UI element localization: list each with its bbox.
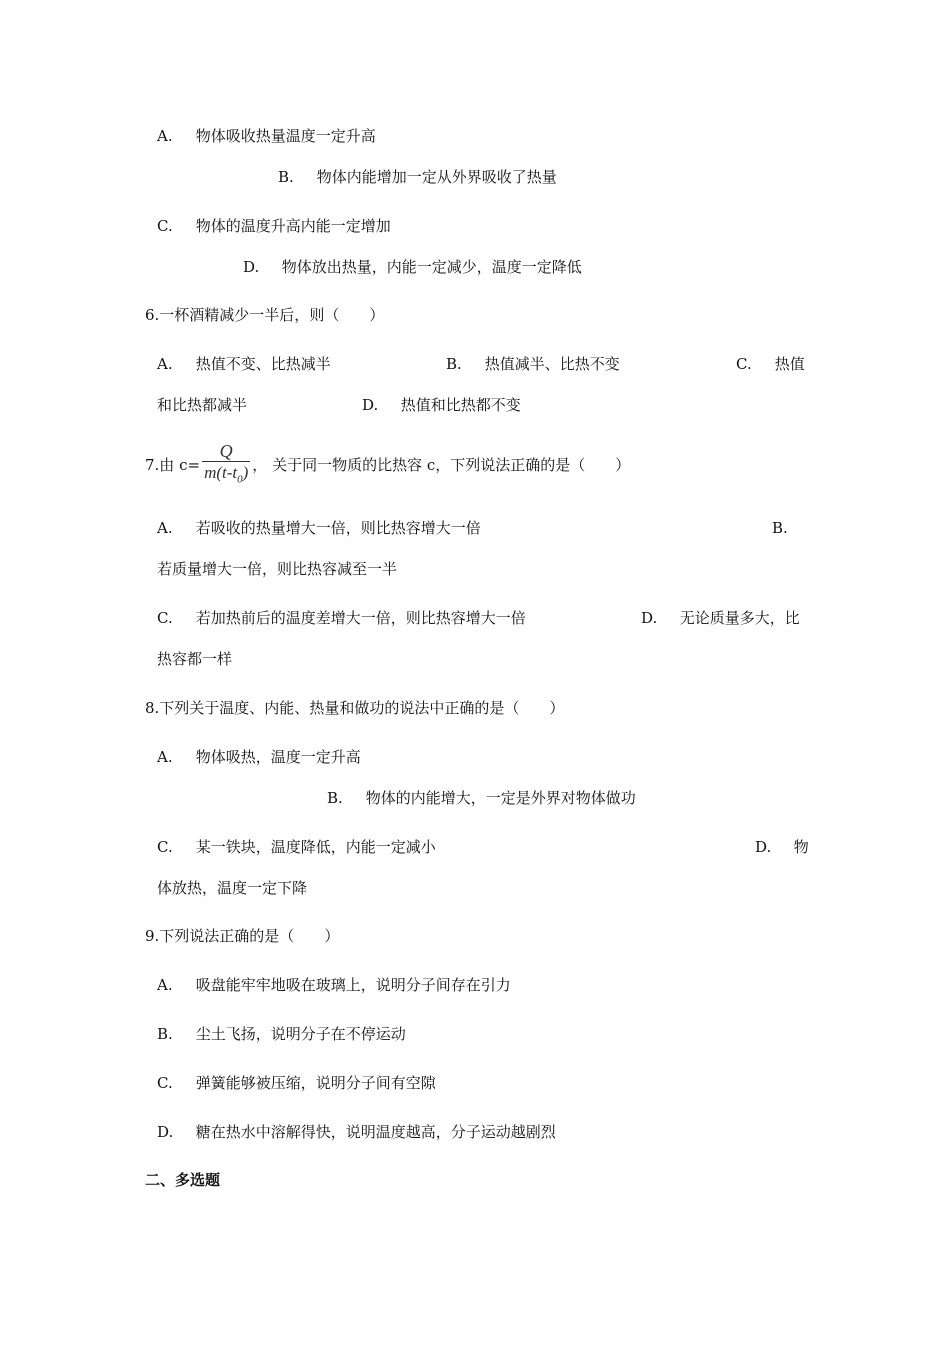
q6-option-a (157, 354, 331, 374)
q5-option-d (243, 257, 582, 277)
option-label: D. (362, 396, 379, 414)
option-text: 尘土飞扬，说明分子在不停运动 (195, 1025, 406, 1043)
q6-stem: 6.一杯酒精减少一半后，则（ ） (145, 306, 385, 324)
option-label: A. (157, 355, 173, 373)
denominator-temp: t-t (222, 463, 238, 483)
q6-option-b (446, 354, 620, 374)
q6-option-c-continued: 和比热都减半 (157, 396, 248, 414)
q9-stem: 9.下列说法正确的是（ ） (145, 927, 340, 945)
option-text: 物 (793, 838, 809, 856)
option-label: B. (446, 355, 462, 373)
q6-option-d (362, 395, 521, 415)
option-text: 物体放出热量，内能一定减少，温度一定降低 (281, 258, 582, 276)
specific-heat-formula (202, 441, 250, 490)
option-text: 物体的内能增大，一定是外界对物体做功 (365, 789, 636, 807)
option-text: 吸盘能牢牢地吸在玻璃上，说明分子间存在引力 (195, 976, 511, 994)
option-label: D. (243, 258, 260, 276)
option-label: A. (157, 976, 173, 994)
option-label: D. (641, 609, 658, 627)
option-label: B. (278, 168, 294, 186)
q5-option-b (278, 167, 557, 187)
q8-stem: 8.下列关于温度、内能、热量和做功的说法中正确的是（ ） (145, 699, 565, 717)
q9-option-c (157, 1073, 436, 1093)
option-label: C. (736, 355, 752, 373)
option-text: 若吸收的热量增大一倍，则比热容增大一倍 (195, 519, 481, 537)
option-text: 物体的温度升高内能一定增加 (195, 217, 391, 235)
option-label: C. (157, 217, 173, 235)
q8-option-d-continued: 体放热，温度一定下降 (157, 879, 308, 897)
q5-option-c (157, 216, 391, 236)
q6-option-c (736, 354, 805, 374)
q7-stem (145, 438, 630, 492)
formula-denominator: $m(t-t_0)$ (204, 463, 249, 486)
formula-numerator: Q (219, 441, 233, 462)
option-text: 热值减半、比热不变 (484, 355, 620, 373)
q7-option-d (641, 608, 800, 628)
q8-option-d (755, 837, 809, 857)
q7-option-d-continued: 热容都一样 (157, 650, 233, 668)
option-text: 热值 (774, 355, 805, 373)
option-label: C. (157, 838, 173, 856)
option-label: D. (157, 1123, 174, 1141)
option-text: 弹簧能够被压缩，说明分子间有空隙 (195, 1074, 436, 1092)
section-title: 二、多选题 (145, 1171, 221, 1189)
option-text: 热值和比热都不变 (400, 396, 521, 414)
option-text: 热值不变、比热减半 (195, 355, 331, 373)
q9-option-a (157, 975, 511, 995)
q7-option-b-label: B. (772, 519, 788, 537)
option-label: B. (327, 789, 343, 807)
option-text: 物体内能增加一定从外界吸收了热量 (316, 168, 557, 186)
option-label: D. (755, 838, 772, 856)
option-label: A. (157, 748, 173, 766)
option-text: 某一铁块，温度降低，内能一定减小 (195, 838, 436, 856)
q7-option-a (157, 518, 481, 538)
option-label: B. (157, 1025, 173, 1043)
q7-option-b-text: 若质量增大一倍，则比热容减至一半 (157, 560, 398, 578)
q8-option-c (157, 837, 436, 857)
q7-stem-prefix: 7.由 c= (145, 456, 201, 474)
q9-option-d (157, 1122, 556, 1142)
denominator-mass: m (204, 463, 217, 483)
option-label: A. (157, 127, 173, 145)
option-label: C. (157, 1074, 173, 1092)
option-text: 糖在热水中溶解得快，说明温度越高，分子运动越剧烈 (195, 1123, 556, 1141)
denominator-subscript: 0 (237, 473, 243, 486)
option-text: 无论质量多大，比 (679, 609, 800, 627)
q8-option-b (327, 788, 636, 808)
option-label: A. (157, 519, 173, 537)
option-label: C. (157, 609, 173, 627)
option-text: 物体吸热，温度一定升高 (195, 748, 361, 766)
q9-option-b (157, 1024, 406, 1044)
option-text: 物体吸收热量温度一定升高 (195, 127, 376, 145)
option-text: 若加热前后的温度差增大一倍，则比热容增大一倍 (195, 609, 526, 627)
q5-option-a (157, 126, 376, 146)
q7-stem-suffix: ， 关于同一物质的比热容 c，下列说法正确的是（ ） (252, 456, 631, 474)
q8-option-a (157, 747, 361, 767)
q7-option-c (157, 608, 526, 628)
